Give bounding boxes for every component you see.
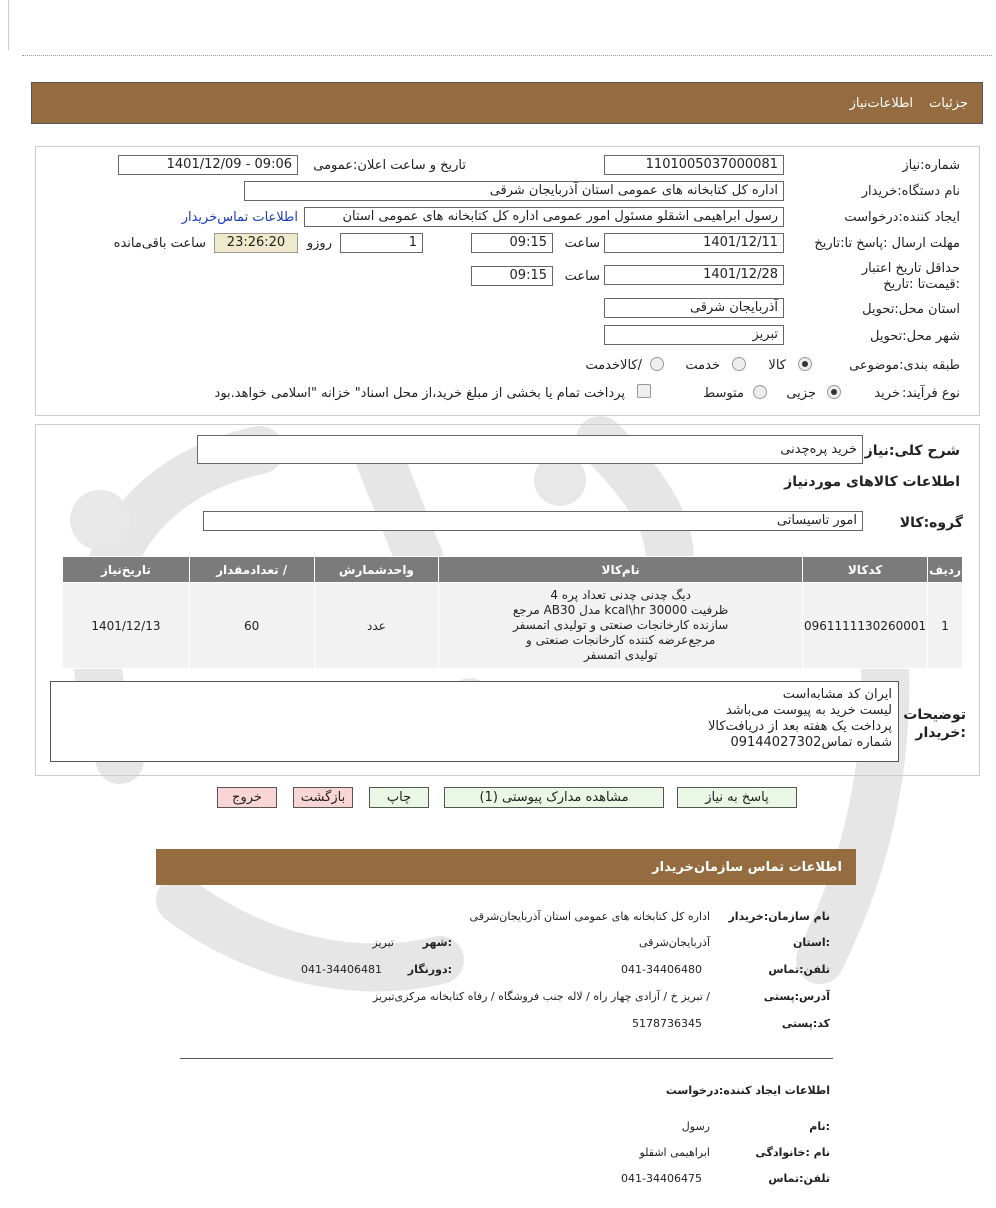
price-time-field[interactable]: 09:15: [471, 266, 553, 286]
col-code: کدکالا: [802, 557, 927, 583]
province-label: استان محل:تحویل: [862, 302, 960, 317]
category-service-label: خدمت: [685, 358, 720, 373]
creator-phone-label: تلفن:تماس: [768, 1172, 830, 1185]
page-header-bar: [31, 82, 983, 124]
goods-table: [62, 556, 963, 669]
process-medium-radio[interactable]: [753, 385, 767, 399]
cell-qty: 60: [189, 583, 314, 669]
contact-city-label: :شهر: [422, 936, 452, 949]
category-service-radio[interactable]: [732, 357, 746, 371]
price-date-field[interactable]: 1401/12/28: [604, 265, 784, 285]
contact-divider: [180, 1058, 833, 1059]
tab-details[interactable]: جزئیات: [929, 95, 968, 111]
price-validity-label: حداقل تاریخ اعتبار :قیمت‌تا :تاریخ: [861, 261, 960, 292]
reply-hour-label: ساعت: [564, 236, 600, 251]
contact-province-value: آذربایجان‌شرقی: [639, 936, 710, 949]
creator-name-value: رسول: [681, 1120, 710, 1133]
category-both-radio[interactable]: [650, 357, 664, 371]
contact-fax-value: 041-34406481: [301, 963, 382, 976]
back-button[interactable]: بازگشت: [293, 787, 353, 808]
cell-row: 1: [928, 583, 963, 669]
buyer-notes-label: توضیحات :خریدار: [903, 707, 966, 741]
announce-label: تاریخ و ساعت اعلان:عمومی: [313, 158, 466, 173]
contact-org-value: اداره کل کتابخانه های عمومی استان آذربایجان‌شرقی: [469, 910, 710, 923]
goods-group-field[interactable]: امور تاسیساتی: [203, 511, 863, 531]
treasury-payment-note: پرداخت تمام یا بخشی از مبلغ خرید،از محل اسناد" خزانه "اسلامی خواهد.بود: [214, 386, 625, 401]
category-goods-label: کالا: [768, 358, 786, 373]
contact-phone-value: 041-34406480: [621, 963, 702, 976]
cell-code: 0961111130260001: [802, 583, 927, 669]
days-label: روزو: [306, 236, 332, 251]
need-number-field[interactable]: 1101005037000081: [604, 155, 784, 175]
creator-name-label: :نام: [809, 1120, 830, 1133]
contact-address-value: / تبریز خ / آزادی چهار راه / لاله جنب فروشگاه / رفاه کتابخانه مرکزی‌تبریز: [372, 990, 710, 1003]
col-unit: واحدشمارش: [314, 557, 439, 583]
buyer-contact-link[interactable]: اطلاعات تماس‌خریدار: [181, 210, 298, 225]
days-field[interactable]: 1: [340, 233, 423, 253]
buyer-notes-text: ایران کد مشابه‌است لیست خرید به پیوست می‌باشد پرداخت یک هفته بعد از دریافت‌کالا شماره تماس09144027302: [707, 687, 892, 750]
city-field[interactable]: تبریز: [604, 325, 784, 345]
exit-button[interactable]: خروج: [217, 787, 277, 808]
contact-org-label: نام سازمان:خریدار: [728, 910, 830, 923]
process-medium-label: متوسط: [703, 386, 744, 401]
contact-province-label: :استان: [793, 936, 830, 949]
creator-family-value: ابراهیمی اشقلو: [639, 1146, 710, 1159]
goods-info-title: اطلاعات کالاهای موردنیاز: [784, 474, 960, 490]
contact-postal-value: 5178736345: [632, 1017, 702, 1030]
reply-time-field[interactable]: 09:15: [471, 233, 553, 253]
summary-label: شرح کلی:نیاز: [864, 443, 960, 459]
remaining-timer: 23:26:20: [214, 233, 298, 253]
contact-city-value: تبریز: [372, 936, 394, 949]
city-label: شهر محل:تحویل: [870, 329, 960, 344]
creator-phone-value: 041-34406475: [621, 1172, 702, 1185]
contact-address-label: آدرس:پستی: [763, 990, 830, 1003]
buyer-org-label: نام دستگاه:خریدار: [861, 184, 960, 199]
col-qty: / تعدادمقدار: [189, 557, 314, 583]
process-label: نوع فرآیند:: [902, 386, 960, 401]
category-label: طبقه بندی:موضوعی: [849, 358, 960, 373]
cell-date: 1401/12/13: [63, 583, 190, 669]
col-row: ردیف: [928, 557, 963, 583]
announce-field[interactable]: 1401/12/09 - 09:06: [118, 155, 298, 175]
treasury-payment-checkbox[interactable]: [637, 384, 651, 398]
category-both-label: /کالاخدمت: [585, 358, 642, 373]
creator-info-title: اطلاعات ایجاد کننده:درخواست: [665, 1084, 830, 1097]
contact-postal-label: کد:پستی: [781, 1017, 830, 1030]
contact-phone-label: تلفن:تماس: [768, 963, 830, 976]
province-field[interactable]: آذربایجان شرقی: [604, 298, 784, 318]
table-row: [63, 583, 963, 669]
cell-unit: عدد: [314, 583, 439, 669]
col-date: تاریخ‌نیاز: [63, 557, 190, 583]
creator-field[interactable]: رسول ابراهیمی اشقلو مسئول امور عمومی اداره کل کتابخانه های عمومی استان: [304, 207, 784, 227]
attachments-button[interactable]: مشاهده مدارک پیوستی (1): [444, 787, 664, 808]
price-hour-label: ساعت: [564, 269, 600, 284]
contact-fax-label: :دورنگار: [407, 963, 452, 976]
remaining-label: ساعت باقی‌مانده: [113, 236, 206, 251]
goods-group-label: گروه:کالا: [899, 515, 963, 531]
reply-button[interactable]: پاسخ به نیاز: [677, 787, 797, 808]
creator-label: ایجاد کننده:درخواست: [844, 210, 960, 225]
process-minor-radio[interactable]: [827, 385, 841, 399]
buyer-contact-bar: اطلاعات تماس سازمان‌خریدار: [156, 849, 856, 885]
buyer-org-field[interactable]: اداره کل کتابخانه های عمومی استان آذربایجان شرقی: [244, 181, 784, 201]
process-minor-label: جزیی: [786, 386, 816, 401]
reply-deadline-label: مهلت ارسال :پاسخ تا:تاریخ: [814, 236, 960, 251]
summary-field[interactable]: خرید پره‌چدنی: [197, 435, 863, 464]
cell-name: دیگ چدنی چدنی تعداد پره 4 ظرفیت 30000 kcal\hr مدل AB30 مرجع سازنده کارخانجات صنعتی و تولیدی اتمسفر مرجع‌عرضه کننده کارخانجات صنعتی و تولیدی اتمسفر: [439, 583, 803, 669]
tab-need-info[interactable]: اطلاعات‌نیاز: [849, 95, 914, 111]
col-name: نام‌کالا: [439, 557, 803, 583]
reply-date-field[interactable]: 1401/12/11: [604, 233, 784, 253]
need-number-label: شماره:نیاز: [902, 158, 960, 173]
process-buy-label: خرید: [874, 386, 900, 401]
category-goods-radio[interactable]: [798, 357, 812, 371]
creator-family-label: نام :خانوادگی: [755, 1146, 830, 1159]
print-button[interactable]: چاپ: [369, 787, 429, 808]
